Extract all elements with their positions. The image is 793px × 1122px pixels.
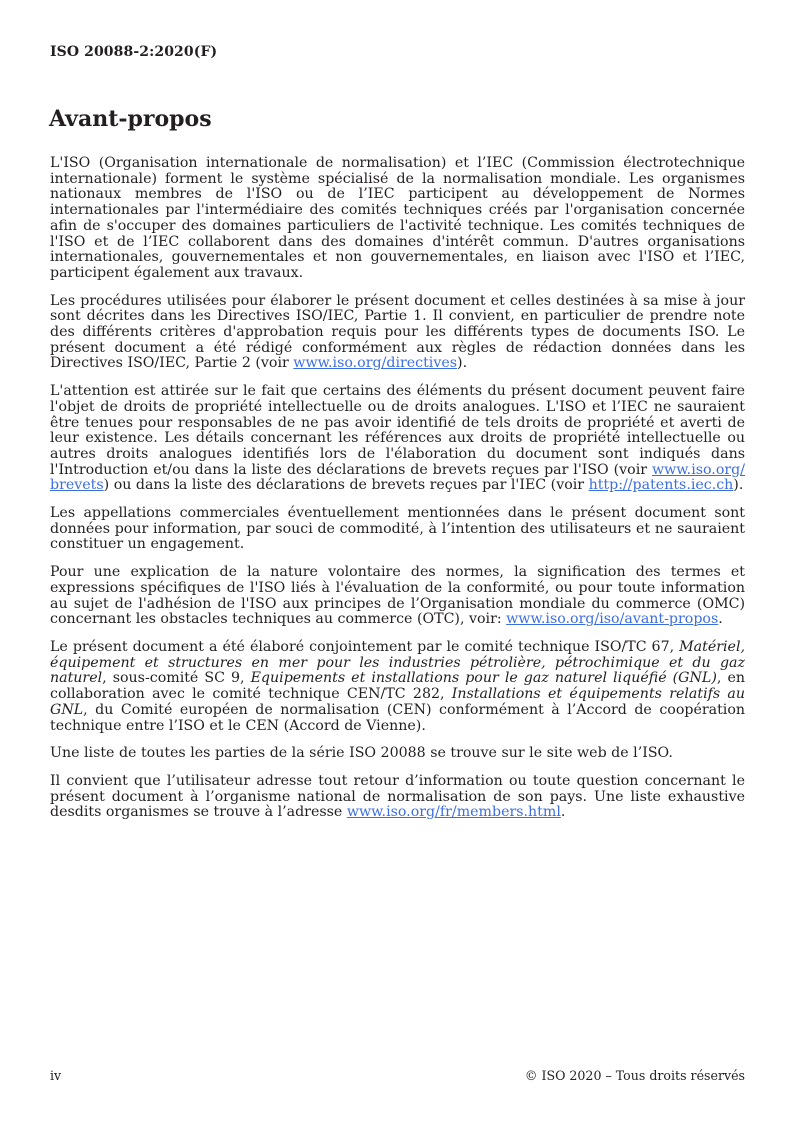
paragraph-text: , du Comité européen de normalisation (CEN) conformément à l’Accord de coopération technique entre l’ISO et le CEN (Accord de Vienne). xyxy=(50,701,745,734)
paragraph-text: ). xyxy=(457,355,468,372)
paragraph-text: , sous-comité SC 9, xyxy=(102,670,251,687)
paragraph-series-list xyxy=(50,746,745,762)
paragraph-text: Les procédures utilisées pour élaborer le présent document et celles destinées à sa mise à jour sont décrites dans les Directives ISO/IEC, Partie 1. Il convient, en particulier de prendre note des différents critères d'approbation requis pour les différents types de documents ISO. Le présent document a été rédigé conformément aux règles de rédaction données dans les Directives ISO/IEC, Partie 2 (voir xyxy=(50,292,745,372)
page-title: Avant-propos xyxy=(49,106,212,132)
paragraph-text: ). xyxy=(733,477,744,494)
link-iso-brevets[interactable]: www.iso.org/brevets xyxy=(50,461,745,494)
paragraph-trade-names xyxy=(50,506,745,553)
link-iso-avant-propos[interactable]: www.iso.org/iso/avant-propos xyxy=(506,611,719,628)
paragraph-text: L'attention est attirée sur le fait que certains des éléments du présent document peuvent faire l'objet de droits de propriété intellectuelle ou de droits analogues. L'ISO et l’IEC ne sauraient être tenues pour responsables de ne pas avoir identifié de tels droits de propriété et averti de leur existence. Les détails concernant les références aux droits de propriété intellectuelle ou autres droits analogues identifiés lors de l'élaboration du document sont indiqués dans l'Introduction et/ou dans la liste des déclarations de brevets reçues par l'ISO (voir xyxy=(50,383,745,478)
paragraph-text: . xyxy=(718,611,723,628)
paragraph-voluntary-nature xyxy=(50,565,745,628)
paragraph-text: Il convient que l’utilisateur adresse tout retour d’information ou toute question concernant le présent document à l’organisme national de normalisation de son pays. Une liste exhaustive desdits organismes se trouve à l’adresse xyxy=(50,772,745,821)
link-iso-members[interactable]: www.iso.org/fr/members.html xyxy=(346,804,561,821)
paragraph-committee xyxy=(50,640,745,734)
link-iec-patents[interactable]: http://patents.iec.ch xyxy=(588,477,734,494)
committee-title-italic: Matériel, équipement et structures en mer pour les industries pétrolière, pétrochimique et du gaz naturel xyxy=(50,638,745,687)
paragraph-feedback xyxy=(50,774,745,821)
cen-committee-title-italic: Installations et équipements relatifs au GNL xyxy=(50,686,745,718)
paragraph-text: , en collaboration avec le comité technique CEN/TC 282, xyxy=(50,670,745,703)
page-footer xyxy=(50,1068,745,1083)
subcommittee-title-italic: Equipements et installations pour le gaz naturel liquéfié (GNL) xyxy=(250,670,717,687)
page-number: iv xyxy=(50,1068,62,1083)
paragraph-text: Une liste de toutes les parties de la série ISO 20088 se trouve sur le site web de l’ISO. xyxy=(50,745,673,762)
paragraph-text: Pour une explication de la nature volontaire des normes, la signification des termes et expressions spécifiques de l'ISO liés à l'évaluation de la conformité, ou pour toute information au sujet de l'adhésion de l'ISO aux principes de l’Organisation mondiale du commerce (OMC) concernant les obstacles techniques au commerce (OTC), voir: xyxy=(50,564,745,628)
document-body xyxy=(50,156,745,833)
link-iso-directives[interactable]: www.iso.org/directives xyxy=(293,355,458,372)
paragraph-iso-iec-intro xyxy=(50,156,745,282)
paragraph-text: . xyxy=(560,804,566,821)
paragraph-text: L'ISO (Organisation internationale de normalisation) et l’IEC (Commission électrotechnique internationale) forment le système spécialisé de la normalisation mondiale. Les organismes nationaux membres de l'ISO ou de l’IEC participent au développement de Normes internationales par l'intermédiaire des comités techniques créés par l'organisation concernée afin de s'occuper des domaines particuliers de l'activité technique. Les comités techniques de l'ISO et de l’IEC collaborent dans des domaines d'intérêt commun. D'autres organisations internationales, gouvernementales et non gouvernementales, en liaison avec l'ISO et l’IEC, participent également aux travaux. xyxy=(50,155,745,281)
copyright-notice: © ISO 2020 – Tous droits réservés xyxy=(524,1068,745,1083)
paragraph-patents xyxy=(50,384,745,494)
paragraph-text: Les appellations commerciales éventuellement mentionnées dans le présent document sont données pour information, par souci de commodité, à l’intention des utilisateurs et ne sauraient constituer un engagement. xyxy=(50,505,745,553)
paragraph-text: Le présent document a été élaboré conjointement par le comité technique ISO/TC 67, xyxy=(50,638,680,655)
paragraph-procedures xyxy=(50,294,745,373)
document-reference-header: ISO 20088-2:2020(F) xyxy=(50,44,218,60)
paragraph-text: ) ou dans la liste des déclarations de brevets reçues par l'IEC (voir xyxy=(103,477,589,494)
